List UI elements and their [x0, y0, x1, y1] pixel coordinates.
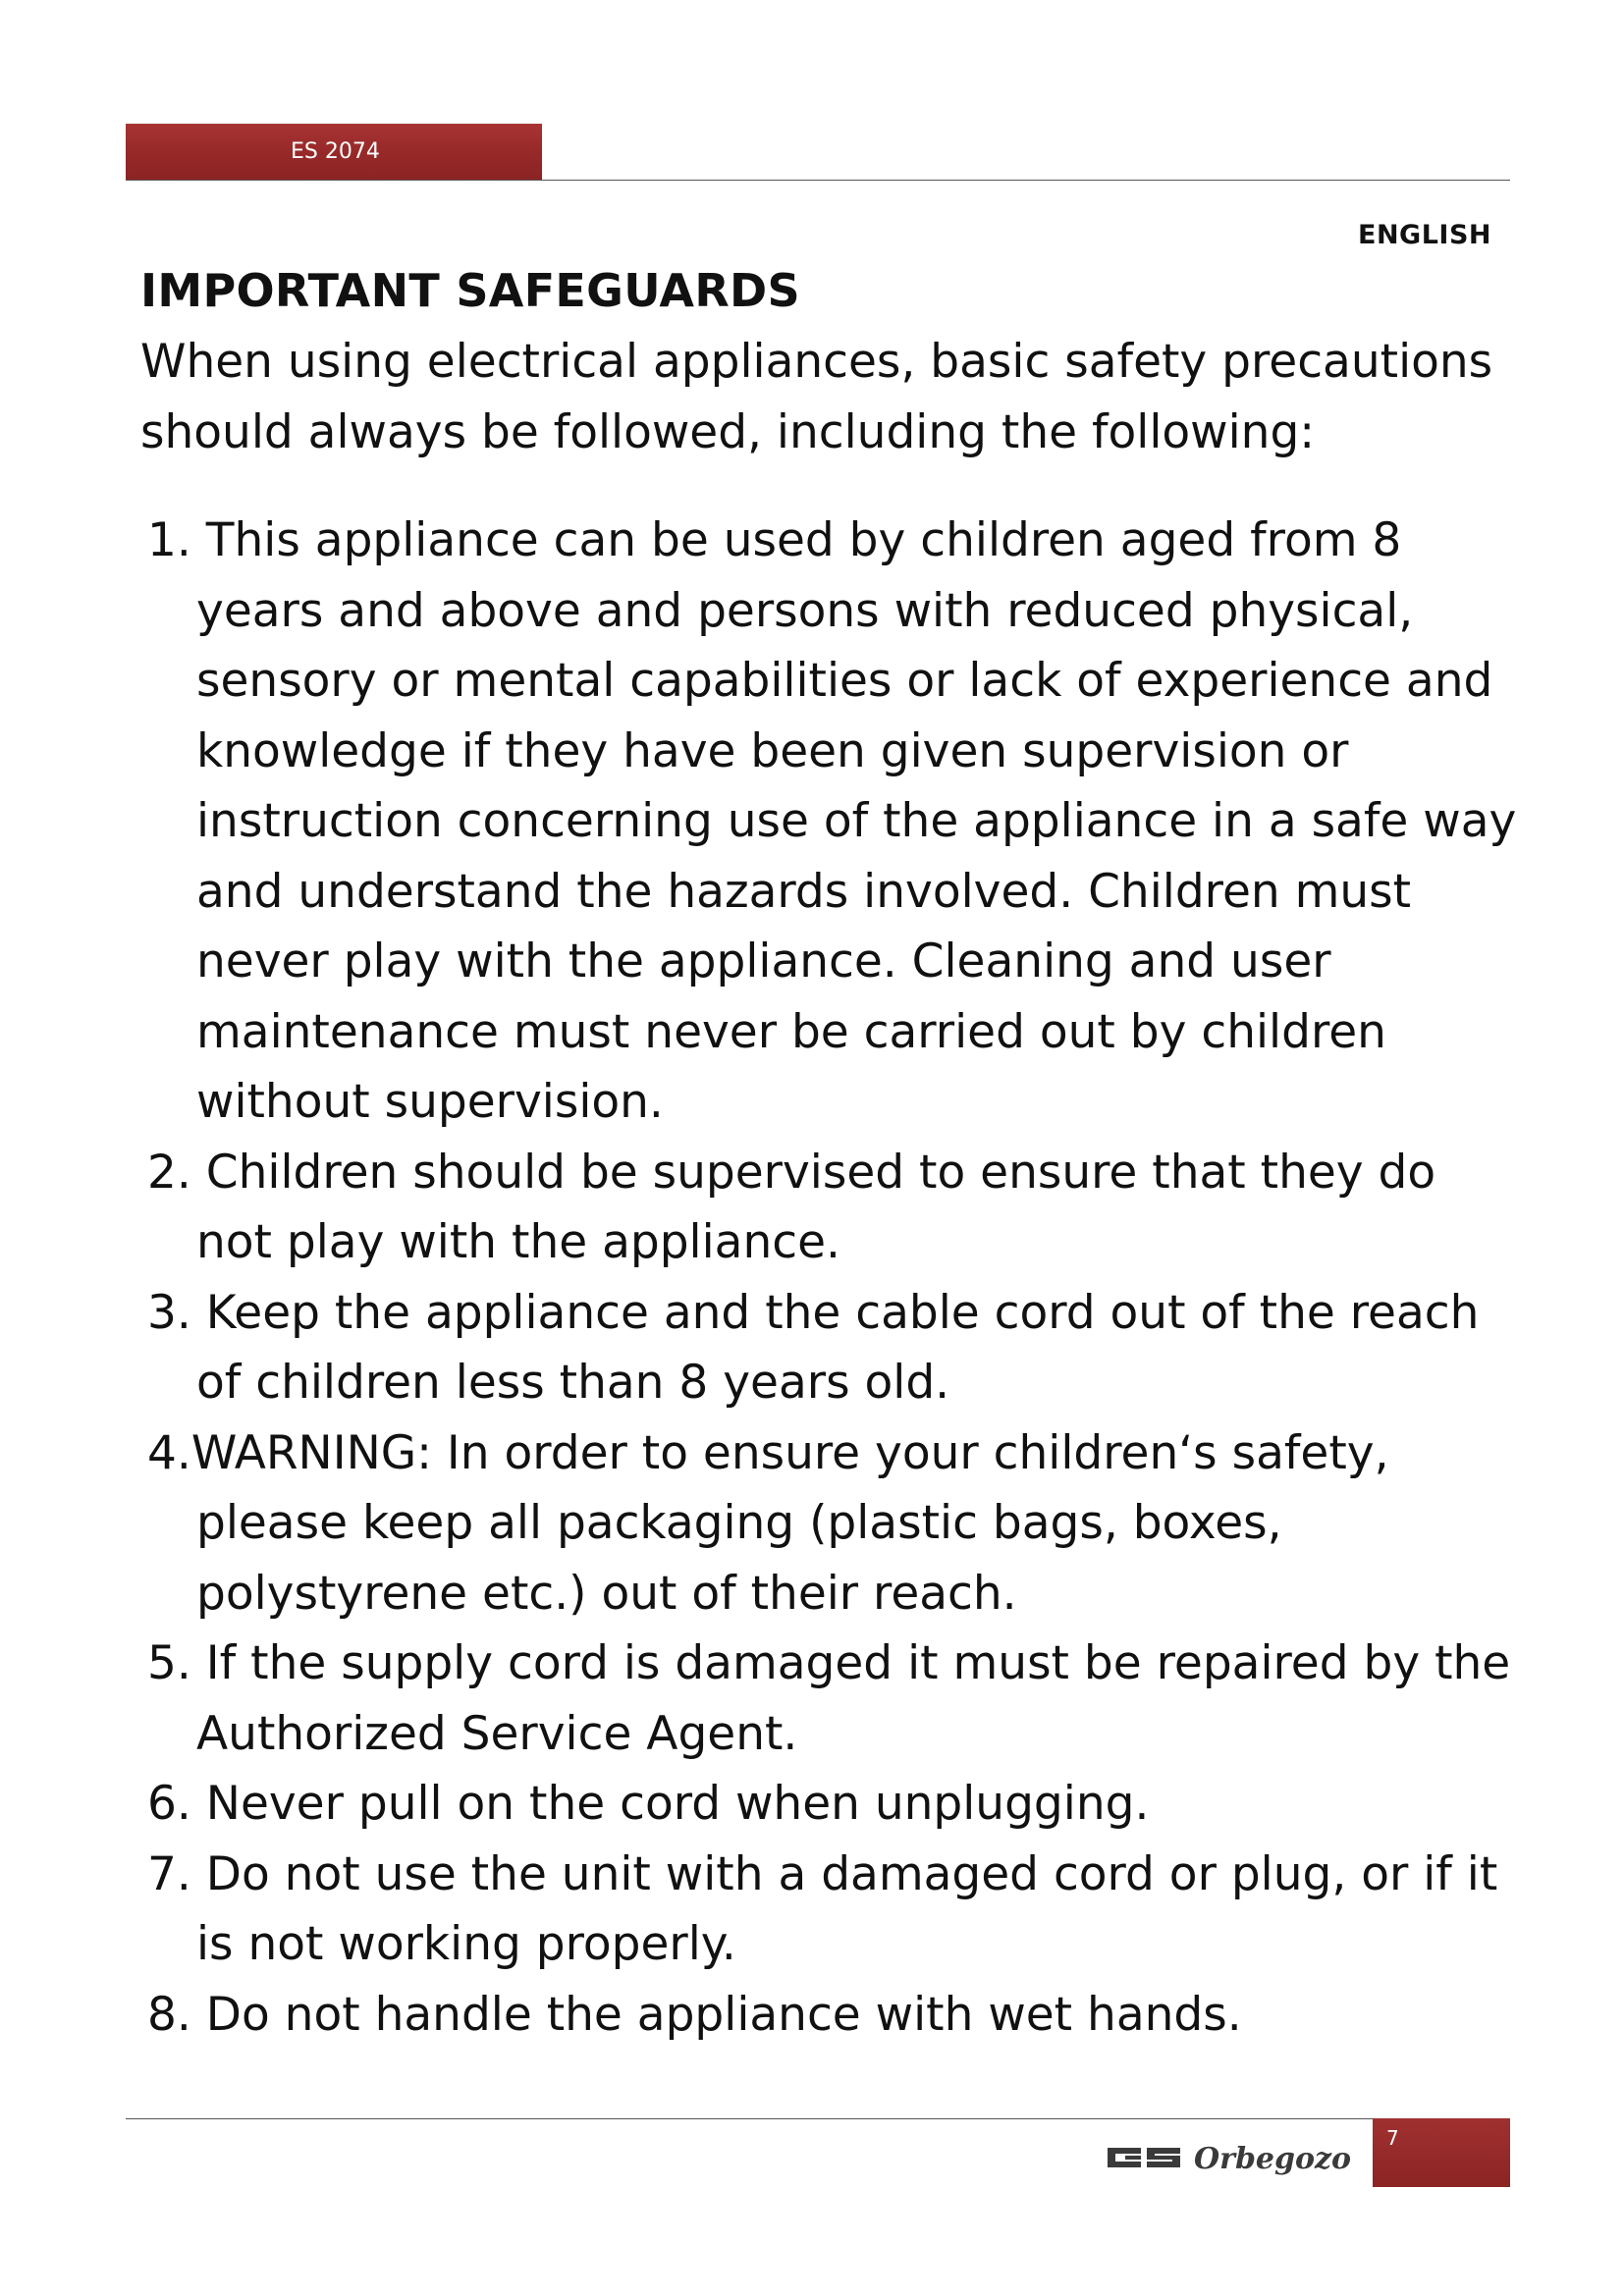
list-item-line: without supervision. [196, 1075, 664, 1129]
intro-line: should always be followed, including the following: [140, 405, 1316, 459]
footer-divider [126, 2118, 1510, 2119]
list-item-number: 4. [147, 1425, 191, 1480]
list-item-number: 5. [147, 1636, 191, 1690]
list-item-text: Children should be supervised to ensure that they do [205, 1145, 1436, 1200]
list-item [147, 1138, 1522, 1278]
orbegozo-logo-mark [1106, 2138, 1357, 2177]
list-item-line: maintenance must never be carried out by children [196, 1004, 1386, 1059]
list-item [147, 1840, 1522, 1980]
list-item-number: 3. [147, 1285, 191, 1340]
list-item [147, 506, 1522, 1138]
page-number-box [1373, 2118, 1510, 2187]
page-title: IMPORTANT SAFEGUARDS [140, 264, 800, 317]
list-item-line: never play with the appliance. Cleaning and user [196, 934, 1331, 988]
page-number: 7 [1386, 2126, 1399, 2150]
list-item-line [147, 506, 1522, 576]
intro-line: When using electrical appliances, basic safety precautions [140, 335, 1493, 389]
list-item-line [147, 1138, 1522, 1208]
model-code: ES 2074 [291, 139, 380, 164]
list-item [147, 1980, 1522, 2051]
list-item-text: If the supply cord is damaged it must be repaired by the [205, 1636, 1511, 1690]
list-item [147, 1418, 1522, 1629]
list-item-line: years and above and persons with reduced physical, [196, 583, 1414, 638]
list-item-text: Keep the appliance and the cable cord out of the reach [205, 1285, 1480, 1340]
list-item-line [147, 1769, 1522, 1840]
list-item-text: Never pull on the cord when unplugging. [205, 1777, 1150, 1831]
list-item-line: polystyrene etc.) out of their reach. [196, 1566, 1017, 1621]
list-item-line: Authorized Service Agent. [196, 1706, 798, 1761]
list-item-line: is not working properly. [196, 1917, 736, 1971]
list-item-line: of children less than 8 years old. [196, 1356, 950, 1410]
list-item-line: knowledge if they have been given supervision or [196, 723, 1349, 778]
orbegozo-logo-icon [1106, 2138, 1357, 2177]
list-item-line: please keep all packaging (plastic bags, boxes, [196, 1496, 1282, 1550]
list-item-number: 2. [147, 1145, 191, 1200]
list-item-line: instruction concerning use of the appliance in a safe way [196, 794, 1517, 848]
language-label: ENGLISH [1358, 220, 1491, 250]
brand-name: Orbegozo [1194, 2142, 1352, 2176]
list-item-number: 8. [147, 1987, 191, 2042]
list-item [147, 1629, 1522, 1769]
list-item-line [147, 1418, 1522, 1489]
intro-paragraph [140, 327, 1515, 468]
list-item-line: and understand the hazards involved. Children must [196, 864, 1412, 919]
list-item-number: 7. [147, 1846, 191, 1901]
list-item-text: This appliance can be used by children aged from 8 [205, 513, 1402, 567]
header-divider [126, 180, 1510, 181]
list-item [147, 1278, 1522, 1418]
safeguards-list [147, 506, 1522, 2050]
list-item-text: Do not handle the appliance with wet hands. [205, 1987, 1242, 2042]
list-item-line: sensory or mental capabilities or lack of experience and [196, 654, 1493, 708]
list-item-text: WARNING: In order to ensure your children‘s safety, [190, 1425, 1389, 1480]
list-item-number: 6. [147, 1777, 191, 1831]
list-item-line [147, 1840, 1522, 1910]
list-item-line: not play with the appliance. [196, 1215, 840, 1269]
list-item-line [147, 1629, 1522, 1699]
list-item-line [147, 1278, 1522, 1349]
list-item [147, 1769, 1522, 1840]
header-tab [126, 124, 542, 180]
list-item-number: 1. [147, 513, 191, 567]
list-item-text: Do not use the unit with a damaged cord or plug, or if it [205, 1846, 1498, 1901]
list-item-line [147, 1980, 1522, 2051]
